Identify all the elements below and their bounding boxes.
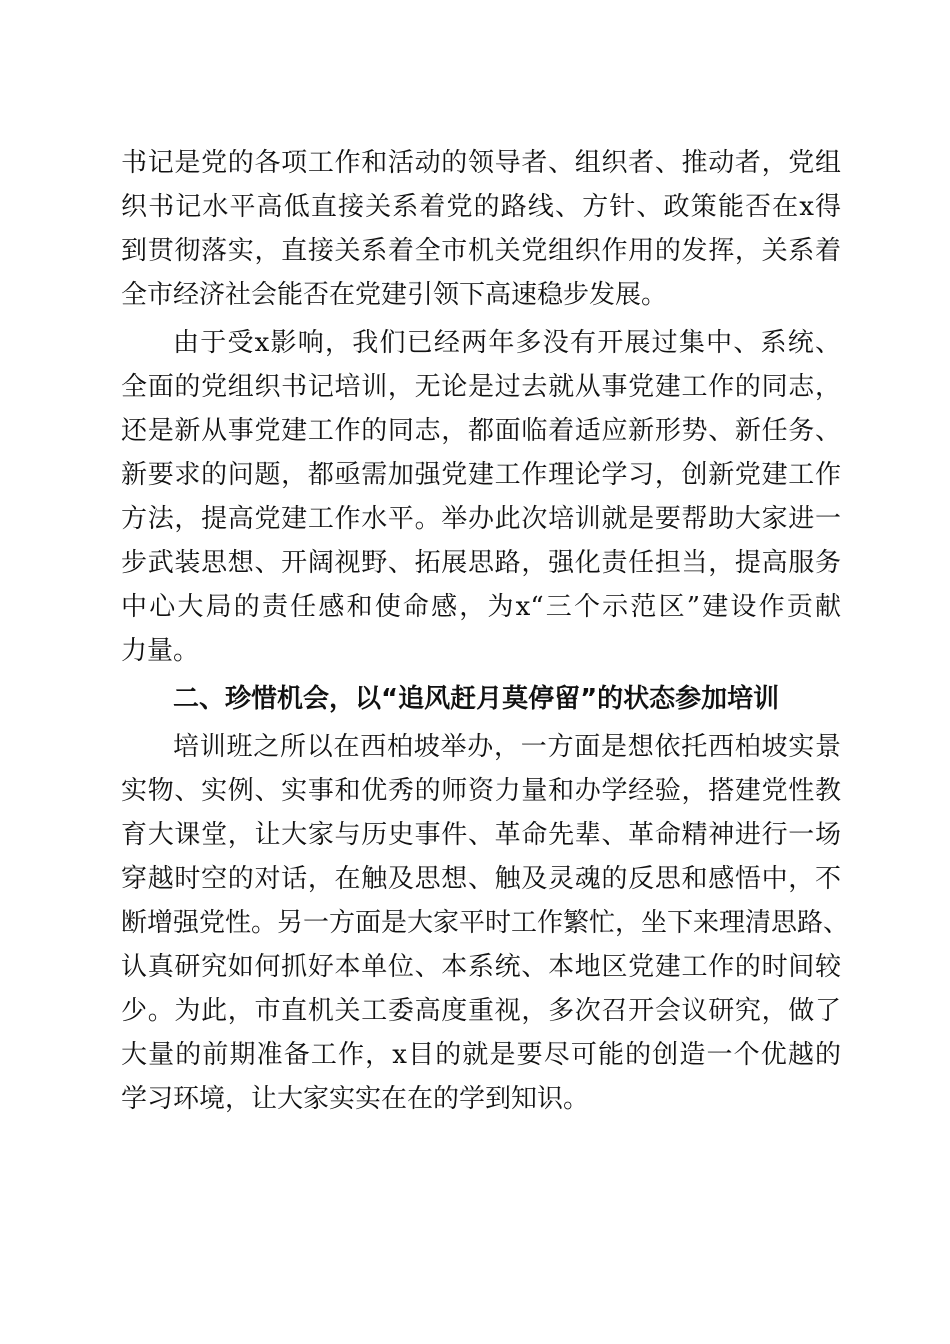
paragraph-1-line-3: 到贯彻落实，直接关系着全市机关党组织作用的发挥，关系着 bbox=[121, 236, 841, 266]
paragraph-2-line-6: 步武装思想、开阔视野、拓展思路，强化责任担当，提高服务 bbox=[121, 548, 841, 578]
paragraph-3-line-5: 断增强党性。另一方面是大家平时工作繁忙，坐下来理清思路、 bbox=[121, 908, 850, 938]
paragraph-2-line-2: 全面的党组织书记培训，无论是过去就从事党建工作的同志， bbox=[121, 372, 841, 402]
paragraph-3-line-7: 少。为此，市直机关工委高度重视，多次召开会议研究，做了 bbox=[121, 996, 841, 1026]
paragraph-2-line-4: 新要求的问题，都亟需加强党建工作理论学习，创新党建工作 bbox=[121, 460, 841, 490]
paragraph-3-line-6: 认真研究如何抓好本单位、本系统、本地区党建工作的时间较 bbox=[121, 952, 841, 982]
paragraph-3-line-8: 大量的前期准备工作，x目的就是要尽可能的创造一个优越的 bbox=[121, 1040, 841, 1070]
paragraph-1-line-4: 全市经济社会能否在党建引领下高速稳步发展。 bbox=[121, 280, 668, 310]
paragraph-2-line-3: 还是新从事党建工作的同志，都面临着适应新形势、新任务、 bbox=[121, 416, 841, 446]
paragraph-1-line-2: 织书记水平高低直接关系着党的路线、方针、政策能否在x得 bbox=[121, 192, 841, 222]
paragraph-1-line-1: 书记是党的各项工作和活动的领导者、组织者、推动者，党组 bbox=[121, 148, 841, 178]
paragraph-3-line-1: 培训班之所以在西柏坡举办，一方面是想依托西柏坡实景 bbox=[173, 732, 841, 762]
paragraph-2-line-5: 方法，提高党建工作水平。举办此次培训就是要帮助大家进一 bbox=[121, 504, 841, 534]
paragraph-3-line-3: 育大课堂，让大家与历史事件、革命先辈、革命精神进行一场 bbox=[121, 820, 841, 850]
paragraph-3-line-2: 实物、实例、实事和优秀的师资力量和办学经验，搭建党性教 bbox=[121, 776, 841, 806]
paragraph-2-line-8: 力量。 bbox=[121, 636, 200, 666]
paragraph-2-line-7: 中心大局的责任感和使命感，为x“三个示范区”建设作贡献 bbox=[121, 592, 841, 622]
section-heading: 二、珍惜机会，以“追风赶月莫停留”的状态参加培训 bbox=[173, 684, 780, 714]
paragraph-2-line-1: 由于受x影响，我们已经两年多没有开展过集中、系统、 bbox=[173, 328, 841, 358]
paragraph-3-line-4: 穿越时空的对话，在触及思想、触及灵魂的反思和感悟中，不 bbox=[121, 864, 841, 894]
paragraph-3-line-9: 学习环境，让大家实实在在的学到知识。 bbox=[121, 1084, 590, 1114]
